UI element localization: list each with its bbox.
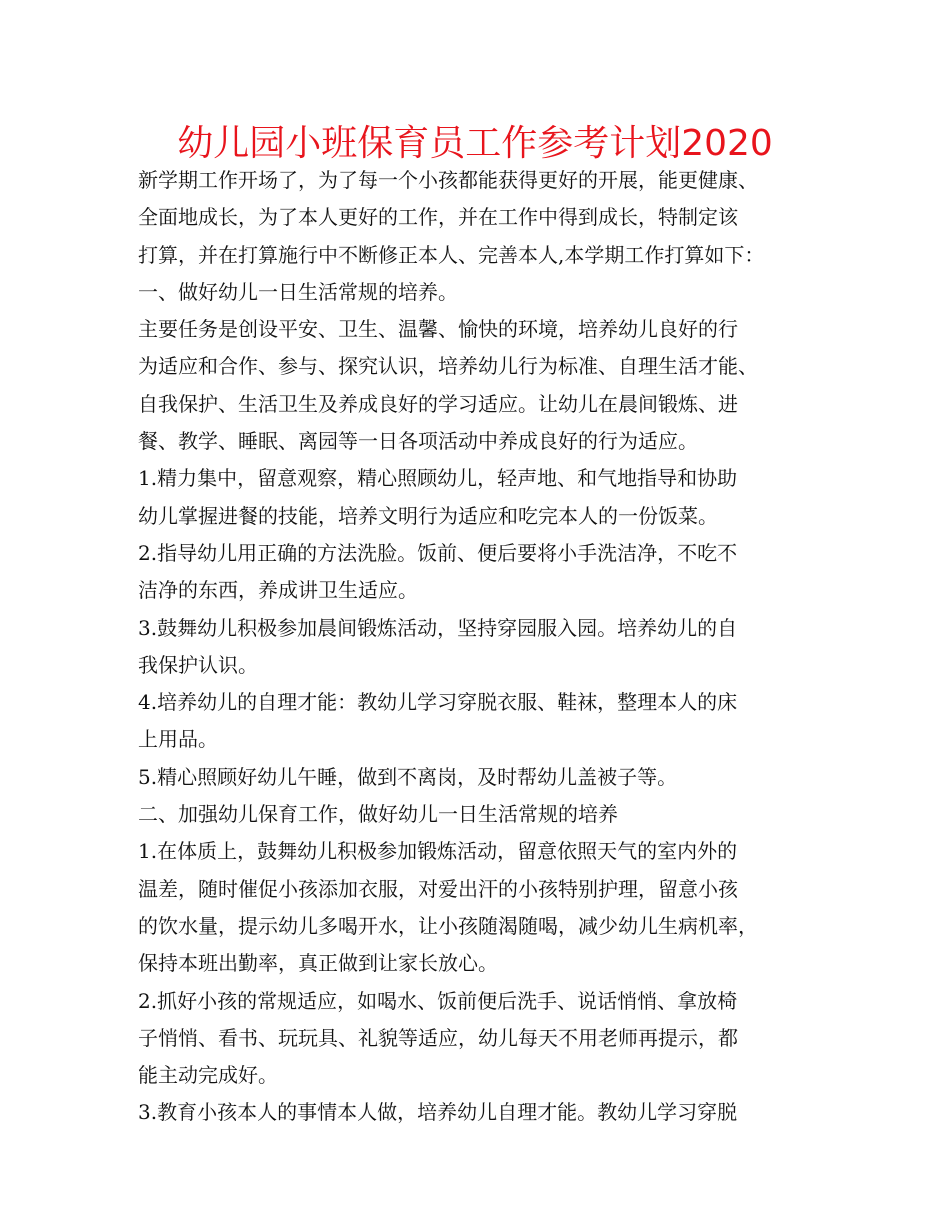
text-line: 为适应和合作、参与、探究认识，培养幼儿行为标准、自理生活才能、 [138, 354, 758, 379]
list-item: 5.精心照顾好幼儿午睡，做到不离岗，及时帮幼儿盖被子等。 [138, 764, 678, 789]
text-line: 保持本班出勤率，真正做到让家长放心。 [138, 951, 498, 976]
list-item: 2.指导幼儿用正确的方法洗脸。饭前、便后要将小手洗洁净，不吃不 [138, 540, 738, 565]
list-item: 2.抓好小孩的常规适应，如喝水、饭前便后洗手、说话悄悄、拿放椅 [138, 988, 738, 1013]
text-line: 新学期工作开场了，为了每一个小孩都能获得更好的开展，能更健康、 [138, 168, 758, 192]
text-line: 打算，并在打算施行中不断修正本人、完善本人,本学期工作打算如下： [138, 242, 765, 267]
list-item: 3.鼓舞幼儿积极参加晨间锻炼活动，坚持穿园服入园。培养幼儿的自 [138, 615, 738, 640]
text-line: 自我保护、生活卫生及养成良好的学习适应。让幼儿在晨间锻炼、进 [138, 391, 738, 416]
text-line: 全面地成长，为了本人更好的工作，并在工作中得到成长，特制定该 [138, 205, 738, 230]
text-line: 的饮水量，提示幼儿多喝开水，让小孩随渴随喝，减少幼儿生病机率， [138, 913, 758, 938]
document-title: 幼儿园小班保育员工作参考计划2020 [177, 123, 773, 164]
text-line: 主要任务是创设平安、卫生、温馨、愉快的环境，培养幼儿良好的行 [138, 317, 738, 342]
document-body [138, 162, 838, 1132]
list-item: 4.培养幼儿的自理才能：教幼儿学习穿脱衣服、鞋袜，整理本人的床 [138, 690, 738, 715]
list-item: 3.教育小孩本人的事情本人做，培养幼儿自理才能。教幼儿学习穿脱 [138, 1100, 738, 1125]
text-line: 子悄悄、看书、玩玩具、礼貌等适应，幼儿每天不用老师再提示，都 [138, 1025, 738, 1050]
text-line: 幼儿掌握进餐的技能，培养文明行为适应和吃完本人的一份饭菜。 [138, 503, 718, 528]
text-line: 我保护认识。 [138, 652, 258, 677]
text-line: 上用品。 [138, 727, 218, 752]
list-item: 1.精力集中，留意观察，精心照顾幼儿，轻声地、和气地指导和协助 [138, 466, 738, 491]
section-heading: 一、做好幼儿一日生活常规的培养。 [138, 279, 458, 304]
text-line: 能主动完成好。 [138, 1063, 278, 1088]
text-line: 餐、教学、睡眠、离园等一日各项活动中养成良好的行为适应。 [138, 429, 698, 454]
section-heading: 二、加强幼儿保育工作，做好幼儿一日生活常规的培养 [138, 802, 618, 827]
list-item: 1.在体质上，鼓舞幼儿积极参加锻炼活动，留意依照天气的室内外的 [138, 839, 738, 864]
text-line: 温差，随时催促小孩添加衣服，对爱出汗的小孩特别护理，留意小孩 [138, 876, 738, 901]
text-line: 洁净的东西，养成讲卫生适应。 [138, 578, 418, 603]
